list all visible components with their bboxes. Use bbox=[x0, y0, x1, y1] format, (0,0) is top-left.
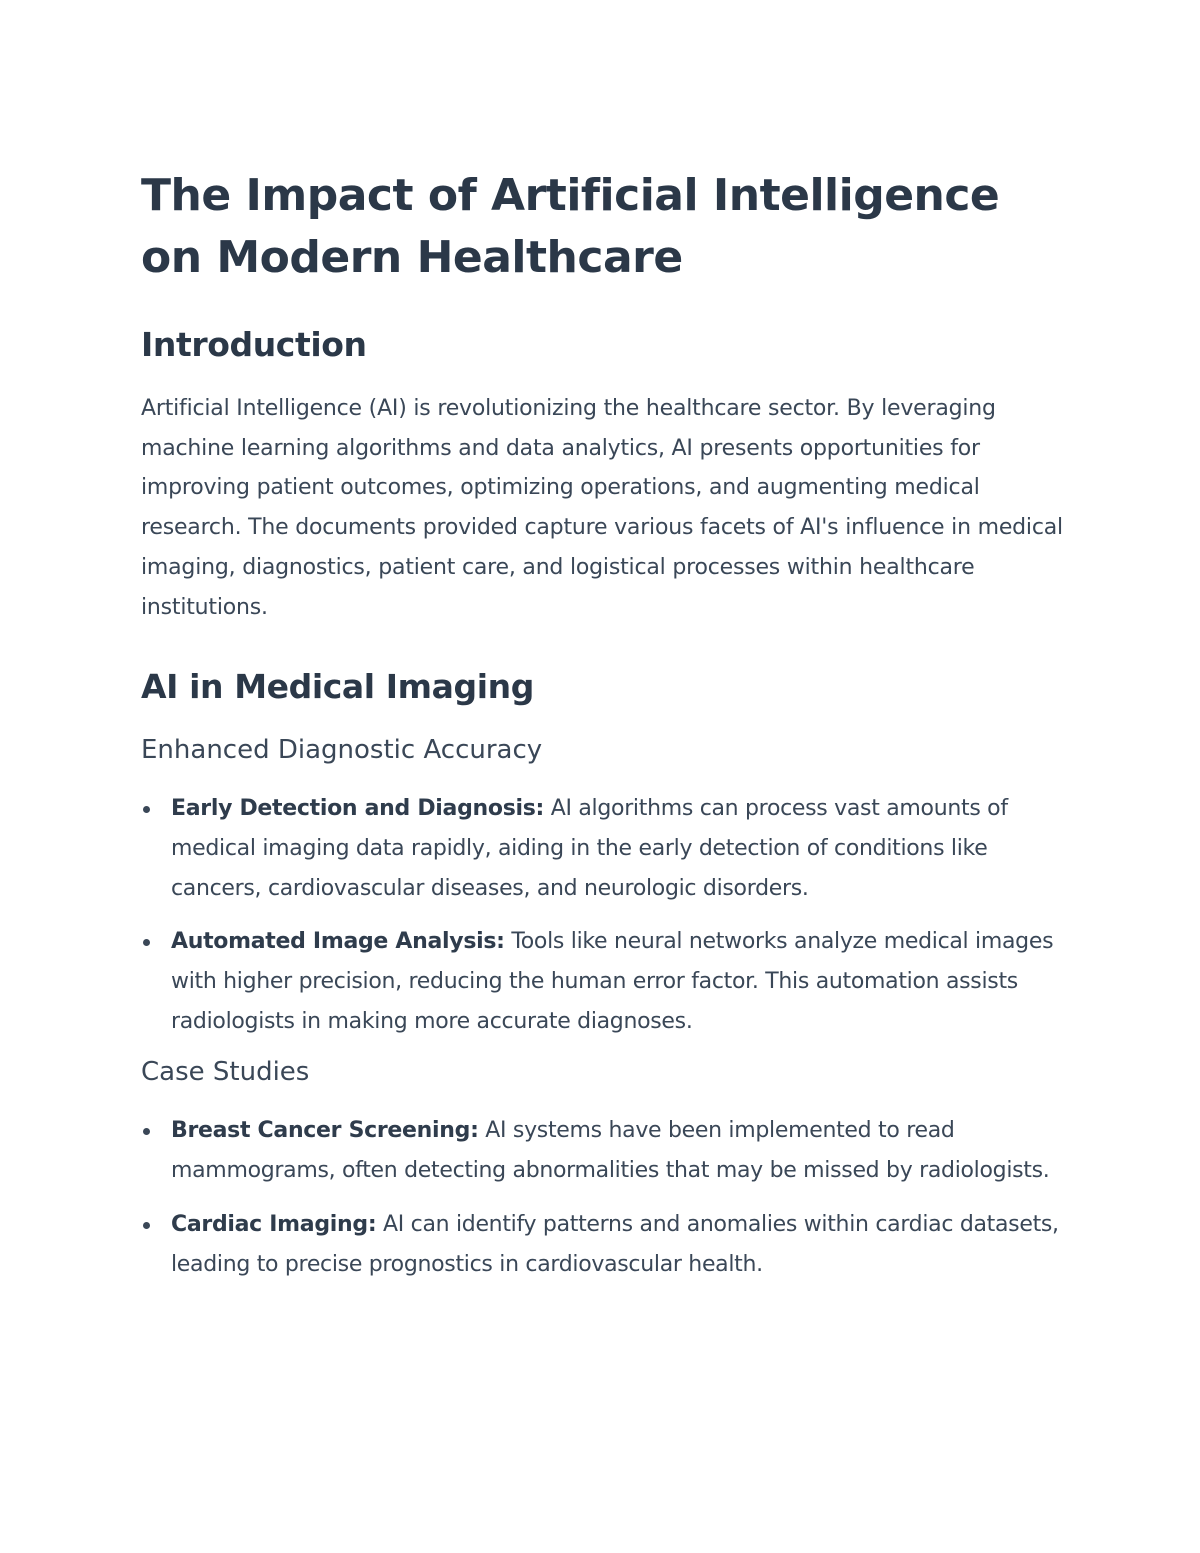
case-studies-subheading: Case Studies bbox=[141, 1057, 310, 1088]
list-item-text: AI can identify patterns and anomalies within cardiac datasets, leading to precise prognostics in cardiovascular health. bbox=[171, 1211, 1059, 1277]
bullet-icon bbox=[143, 939, 150, 946]
list-item-text: AI systems have been implemented to read mammograms, often detecting abnormalities that may be missed by radiologists. bbox=[171, 1118, 1050, 1184]
introduction-heading: Introduction bbox=[141, 325, 367, 364]
list-item-text: Tools like neural networks analyze medical images with higher precision, reducing the human error factor. This automation assists radiologists in making more accurate diagnoses. bbox=[171, 929, 1054, 1034]
diagnostic-accuracy-subheading: Enhanced Diagnostic Accuracy bbox=[141, 735, 543, 766]
list-item bbox=[141, 1111, 1066, 1190]
document-title: The Impact of Artificial Intelligence on Modern Healthcare bbox=[141, 170, 1000, 283]
medical-imaging-heading: AI in Medical Imaging bbox=[141, 667, 534, 707]
diagnostic-accuracy-list bbox=[141, 789, 1066, 1041]
list-item-term: Cardiac Imaging: bbox=[171, 1211, 377, 1237]
list-item-text: AI algorithms can process vast amounts of medical imaging data rapidly, aiding in the early detection of conditions like cancers, cardiovascular diseases, and neurologic disorders. bbox=[171, 796, 1008, 901]
introduction-paragraph: Artificial Intelligence (AI) is revolutionizing the healthcare sector. By leveraging machine learning algorithms and data analytics, AI presents opportunities for improving patient outcomes, optimizing operations, and augmenting medical research. The documents provided capture various facets of AI's influence in medical imaging, diagnostics, patient care, and logistical processes within healthcare institutions. bbox=[141, 396, 1063, 620]
list-item bbox=[141, 789, 1066, 908]
document-page bbox=[141, 165, 1066, 1298]
list-item bbox=[141, 1205, 1066, 1284]
list-item-term: Automated Image Analysis: bbox=[171, 929, 505, 955]
bullet-icon bbox=[143, 1222, 150, 1229]
list-item-term: Early Detection and Diagnosis: bbox=[171, 796, 545, 822]
bullet-icon bbox=[143, 1128, 150, 1135]
list-item-term: Breast Cancer Screening: bbox=[171, 1118, 479, 1144]
bullet-icon bbox=[143, 806, 150, 813]
case-studies-list bbox=[141, 1111, 1066, 1284]
list-item bbox=[141, 922, 1066, 1041]
